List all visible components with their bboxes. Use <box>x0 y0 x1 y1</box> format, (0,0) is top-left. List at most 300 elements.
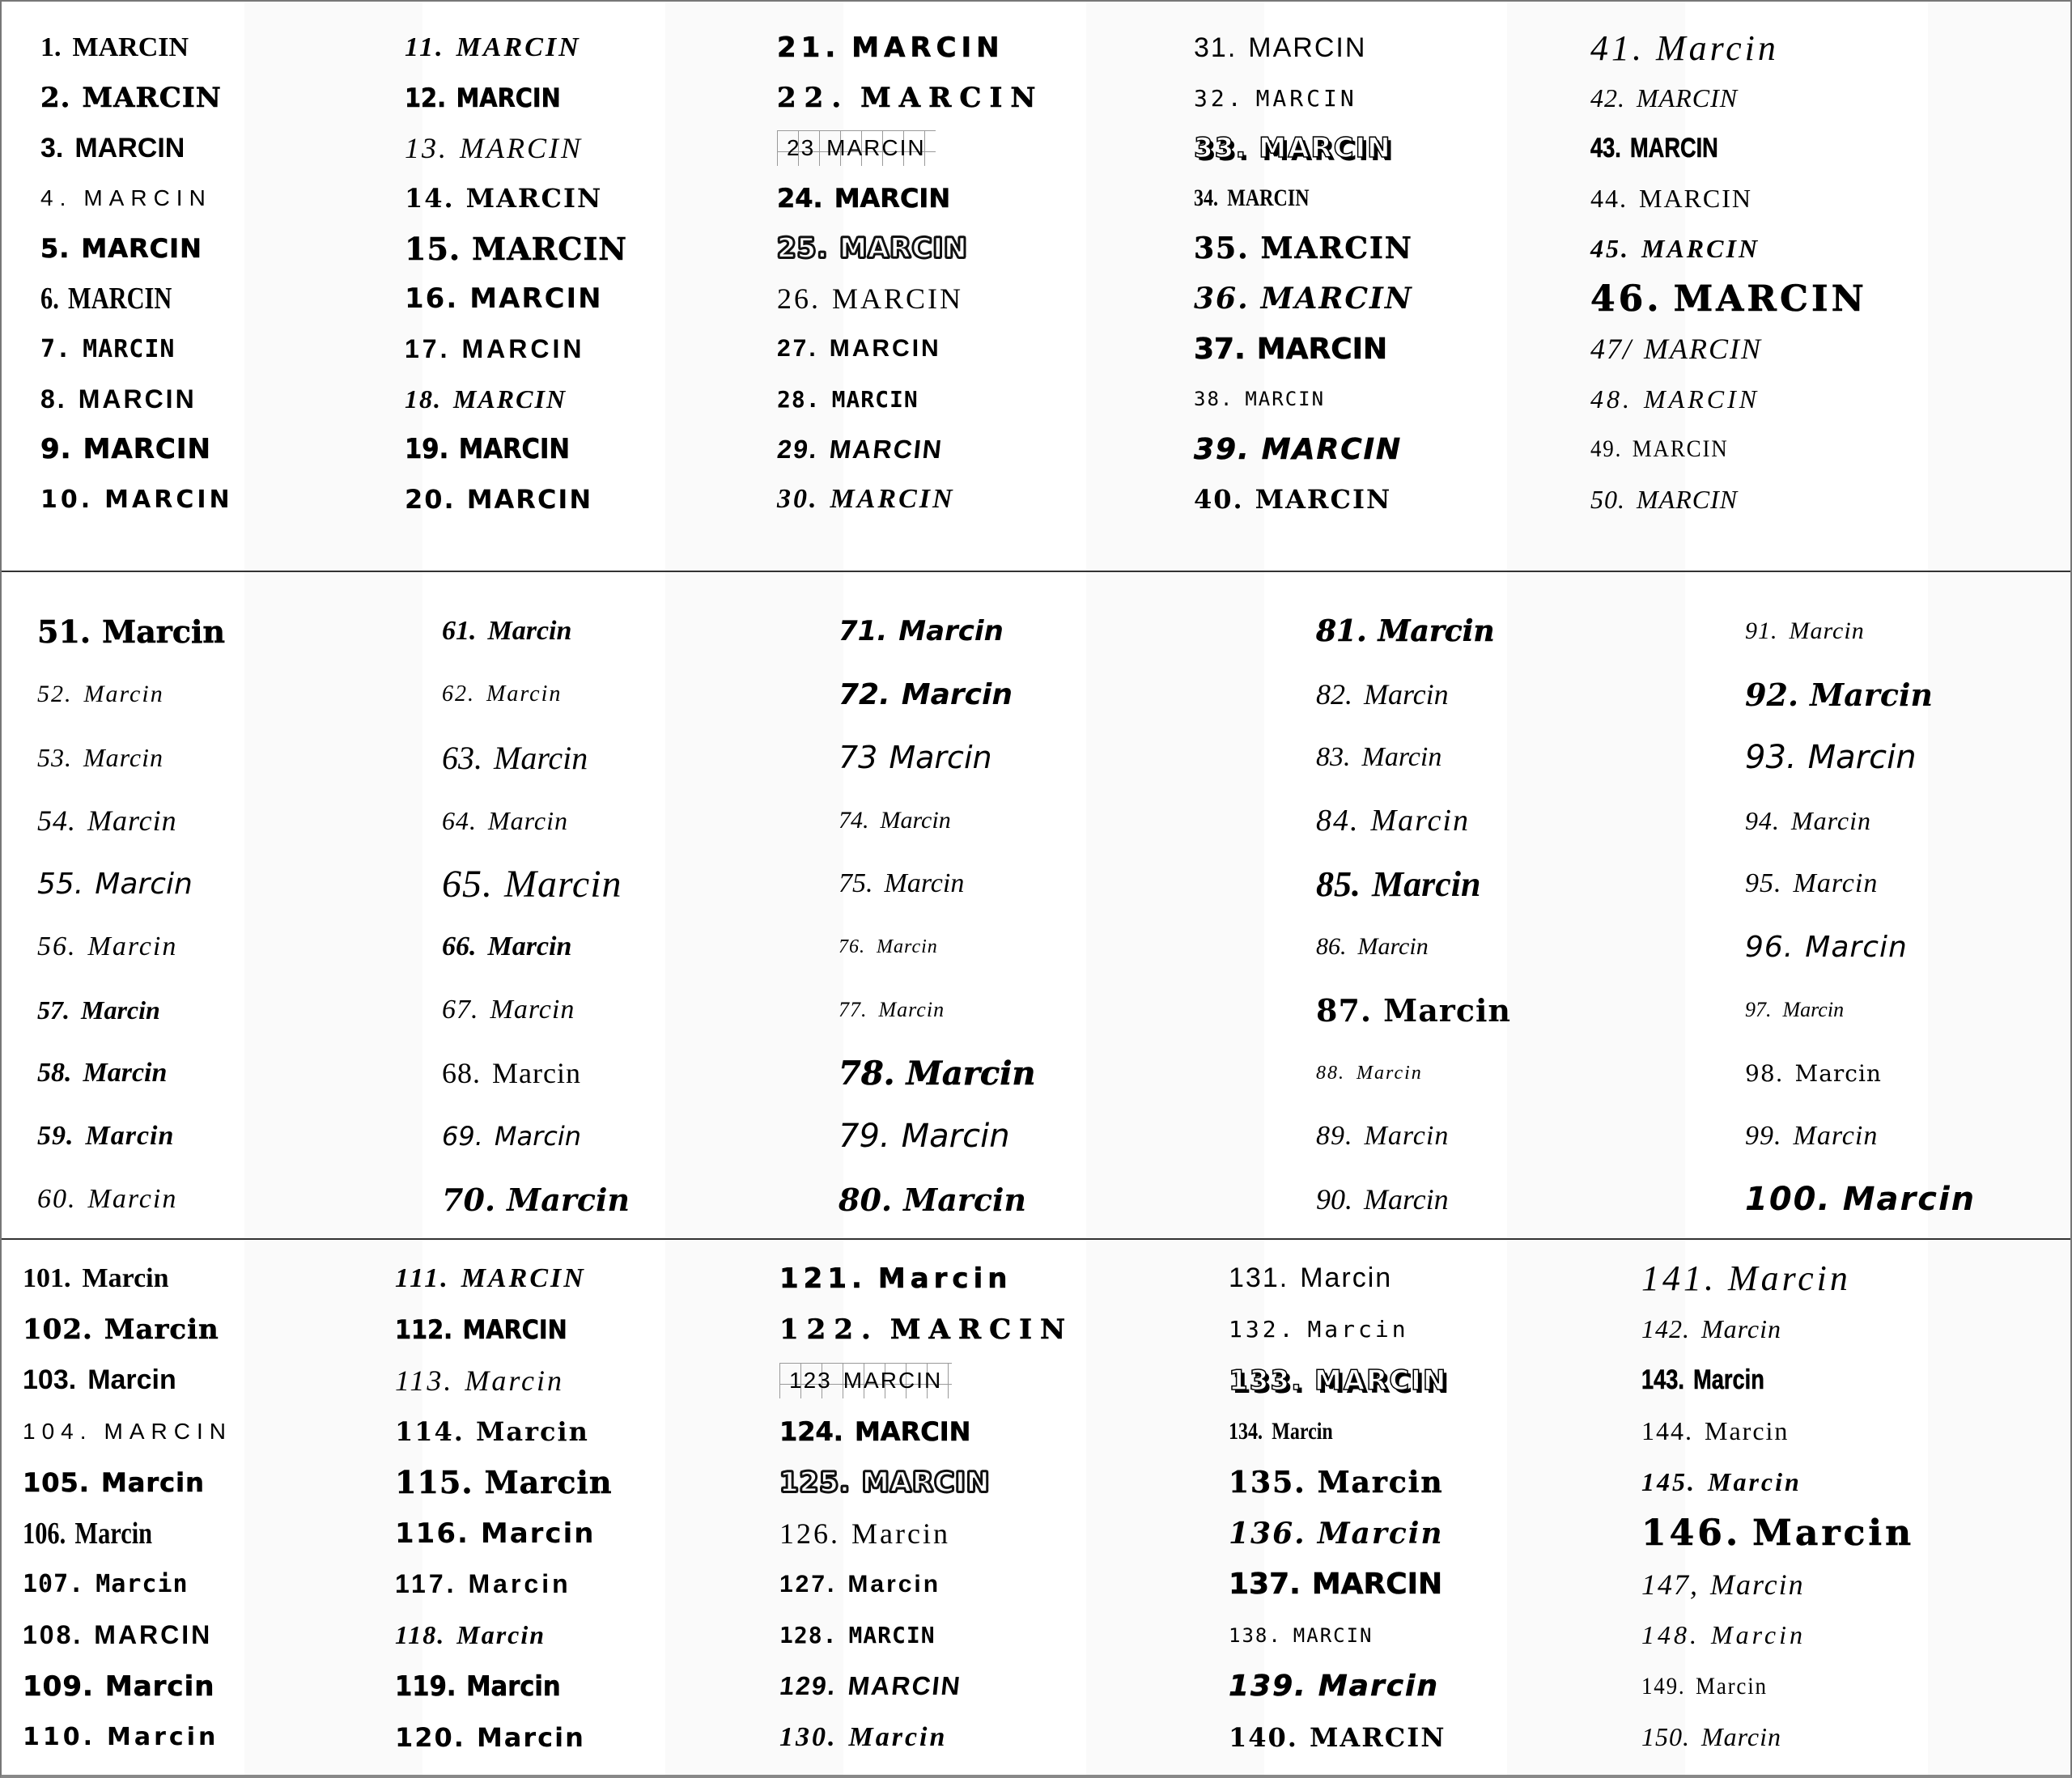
font-style-s43 <box>1641 1364 1764 1396</box>
font-style-s28 <box>777 386 919 413</box>
sample-number: 97. <box>1745 998 1772 1021</box>
font-style-s18 <box>405 384 567 414</box>
font-sample-entry <box>1590 474 2070 524</box>
sample-text: MARCIN <box>68 282 172 316</box>
sample-number: 48. <box>1590 384 1633 414</box>
sample-text: Marcin <box>83 1058 168 1088</box>
font-sample-entry <box>40 374 405 424</box>
font-sample-entry <box>23 1253 395 1304</box>
sample-number: 75. <box>839 868 873 898</box>
sample-text: Marcin <box>82 1262 169 1293</box>
font-style-s48 <box>1590 384 1760 414</box>
sample-text: Marcin <box>104 1670 215 1703</box>
sample-text: Marcin <box>1364 678 1449 711</box>
font-sample-entry <box>777 424 1194 474</box>
font-sample-entry <box>405 123 777 173</box>
sample-number: 108. <box>23 1620 83 1649</box>
sample-text: Marcin <box>877 936 938 957</box>
font-style-s42 <box>1590 83 1738 113</box>
font-sample-entry <box>777 123 1194 173</box>
font-sample-entry <box>395 1508 779 1559</box>
sample-text: Marcin <box>494 739 588 776</box>
sample-number: 24. <box>777 183 823 214</box>
font-sample-entry <box>1745 915 2070 978</box>
sample-text: MARCIN <box>834 183 951 214</box>
font-style-s31 <box>1194 32 1366 64</box>
font-style-s25 <box>777 232 968 265</box>
sample-number: 71. <box>839 615 888 647</box>
sample-text: MARCIN <box>1255 84 1357 112</box>
sample-text: Marcin <box>83 681 164 707</box>
font-style-c52 <box>37 681 164 708</box>
font-sample-entry <box>442 1168 839 1231</box>
sample-text: Marcin <box>490 995 575 1025</box>
font-sample-entry <box>40 23 405 73</box>
font-sample-entry <box>1590 73 2070 123</box>
sample-number: 18. <box>405 384 442 414</box>
font-style-s40 <box>1229 1722 1446 1753</box>
sample-number: 43. <box>1590 132 1621 163</box>
sample-number: 39. <box>1194 432 1250 466</box>
font-style-c96 <box>1745 931 1908 964</box>
sample-text: Marcin <box>74 1516 153 1551</box>
sample-number: 6. <box>40 282 59 316</box>
font-sample-entry <box>1316 789 1745 852</box>
specimen-section-3 <box>2 1238 2070 1772</box>
sample-number: 90. <box>1316 1183 1352 1216</box>
sample-number: 44. <box>1590 183 1628 213</box>
sample-number: 123 <box>789 1367 832 1393</box>
font-sample-entry <box>839 978 1316 1042</box>
font-style-s26 <box>777 282 963 316</box>
sample-number: 89. <box>1316 1121 1353 1151</box>
sample-number: 99. <box>1745 1121 1782 1151</box>
font-style-s10 <box>23 1723 219 1751</box>
font-sample-entry <box>779 1406 1229 1457</box>
font-sample-entry <box>395 1610 779 1661</box>
font-style-s7 <box>40 335 176 363</box>
font-style-s6 <box>23 1516 152 1551</box>
font-style-s4 <box>40 185 212 211</box>
section-1-column-5 <box>1590 23 2070 524</box>
sample-number: 85. <box>1316 864 1361 904</box>
font-style-s14 <box>405 183 602 214</box>
font-sample-entry <box>1194 424 1590 474</box>
sample-text: MARCIN <box>74 132 185 163</box>
sample-text: Marcin <box>1656 28 1779 68</box>
sample-number: 92. <box>1745 676 1799 713</box>
sample-number: 60. <box>37 1184 77 1214</box>
font-style-s7 <box>23 1570 189 1598</box>
font-style-s22 <box>779 1313 1073 1346</box>
font-sample-entry <box>23 1457 395 1508</box>
sample-text: MARCIN <box>83 185 212 210</box>
sample-text: MARCIN <box>831 385 919 413</box>
font-sample-entry <box>839 1168 1316 1231</box>
font-style-s19 <box>395 1670 561 1703</box>
font-sample-entry <box>1229 1661 1641 1712</box>
font-style-c51 <box>37 613 225 650</box>
font-sample-entry <box>1590 223 2070 274</box>
section-2-column-2 <box>442 600 839 1231</box>
font-sample-entry <box>839 915 1316 978</box>
font-style-s27 <box>777 335 941 363</box>
specimen-section-2 <box>2 571 2070 1238</box>
sample-text: Marcin <box>1805 930 1908 964</box>
sample-number: 79. <box>839 1118 890 1155</box>
font-sample-entry <box>779 1661 1229 1712</box>
font-sample-entry <box>777 274 1194 324</box>
sample-number: 20. <box>405 484 456 515</box>
sample-number: 96. <box>1745 930 1794 964</box>
font-sample-entry <box>395 1559 779 1610</box>
sample-text: MARCIN <box>848 1622 936 1649</box>
font-sample-entry <box>777 23 1194 73</box>
font-style-c57 <box>37 995 160 1025</box>
font-sample-entry <box>1316 1168 1745 1231</box>
font-style-s1 <box>23 1263 169 1294</box>
sample-text: Marcin <box>1782 998 1845 1021</box>
sample-text: Marcin <box>1383 991 1512 1029</box>
font-style-s38 <box>1229 1624 1374 1647</box>
sample-number: 144. <box>1641 1416 1693 1445</box>
font-sample-entry <box>23 1406 395 1457</box>
font-style-c94 <box>1745 806 1871 836</box>
sample-text: MARCIN <box>851 32 1004 64</box>
font-sample-entry <box>1590 374 2070 424</box>
sample-text: MARCIN <box>1245 388 1326 410</box>
sample-number: 34. <box>1194 185 1218 211</box>
sample-number: 122. <box>779 1313 879 1346</box>
font-style-s29 <box>775 435 944 465</box>
sample-number: 131. <box>1229 1262 1289 1293</box>
section-1-column-3 <box>777 23 1194 524</box>
section-1-column-2 <box>405 23 777 524</box>
font-sample-entry <box>1229 1406 1641 1457</box>
font-sample-entry <box>37 978 442 1042</box>
font-style-s23 <box>777 130 936 166</box>
sample-text: Marcin <box>1364 1121 1450 1151</box>
sample-number: 138. <box>1229 1623 1282 1647</box>
font-style-c91 <box>1745 617 1865 645</box>
font-sample-entry <box>37 1105 442 1168</box>
sample-number: 69. <box>442 1121 483 1152</box>
font-sample-entry <box>839 726 1316 789</box>
font-sample-entry <box>442 852 839 915</box>
font-sample-entry <box>1745 978 2070 1042</box>
font-style-s20 <box>405 484 592 515</box>
sample-text: MARCIN <box>1259 132 1392 164</box>
font-style-s42 <box>1641 1314 1781 1344</box>
font-sample-entry <box>1229 1712 1641 1763</box>
sample-number: 135. <box>1229 1465 1306 1500</box>
font-style-s11 <box>405 32 581 63</box>
sample-text: Marcin <box>1317 1465 1444 1500</box>
font-sample-entry <box>779 1712 1229 1763</box>
font-style-s2 <box>23 1313 219 1346</box>
sample-number: 142. <box>1641 1314 1690 1343</box>
font-sample-entry <box>1194 173 1590 223</box>
sample-text: Marcin <box>476 1721 585 1753</box>
font-sample-entry <box>1590 173 2070 223</box>
sample-number: 65. <box>442 862 493 906</box>
sample-text: Marcin <box>456 1620 546 1649</box>
sample-number: 58. <box>37 1058 72 1088</box>
font-style-c90 <box>1316 1182 1449 1216</box>
font-style-c77 <box>839 998 945 1022</box>
sample-number: 149. <box>1641 1672 1686 1699</box>
font-style-s35 <box>1194 231 1413 265</box>
section-2-column-4 <box>1316 600 1745 1231</box>
sample-number: 100. <box>1745 1181 1832 1218</box>
font-style-c63 <box>442 739 588 777</box>
font-style-c97 <box>1745 998 1844 1022</box>
font-sample-entry <box>442 726 839 789</box>
sample-number: 115. <box>395 1464 473 1500</box>
sample-text: Marcin <box>87 931 178 961</box>
sample-number: 73 <box>839 740 878 775</box>
sample-text: Marcin <box>877 1262 1013 1295</box>
sample-text: Marcin <box>95 867 193 901</box>
sample-number: 105. <box>23 1466 90 1498</box>
font-sample-entry <box>395 1661 779 1712</box>
sample-number: 1. <box>40 32 62 62</box>
sample-number: 4. <box>40 185 73 210</box>
font-style-s25 <box>779 1466 990 1499</box>
font-style-c67 <box>442 995 575 1025</box>
sample-text: Marcin <box>504 862 622 906</box>
font-style-s21 <box>777 32 1004 64</box>
sample-number: 64. <box>442 805 477 835</box>
font-style-s46 <box>1590 278 1867 320</box>
font-style-s1 <box>40 32 189 63</box>
font-style-s37 <box>1194 333 1387 366</box>
font-style-s30 <box>777 484 955 515</box>
font-style-c80 <box>839 1182 1026 1218</box>
font-sample-entry <box>777 374 1194 424</box>
sample-text: Marcin <box>107 1723 219 1751</box>
font-style-s14 <box>395 1416 589 1447</box>
sample-text: Marcin <box>1361 742 1442 772</box>
font-sample-entry <box>1316 1105 1745 1168</box>
section-3-column-1 <box>23 1253 395 1763</box>
font-style-c58 <box>37 1058 167 1088</box>
font-sample-entry <box>40 324 405 374</box>
font-style-s38 <box>1194 388 1325 410</box>
sample-number: 40. <box>1194 484 1244 515</box>
sample-number: 19. <box>405 433 449 465</box>
font-style-c66 <box>442 931 571 962</box>
sample-number: 2. <box>40 82 71 114</box>
font-sample-entry <box>839 789 1316 852</box>
sample-number: 145. <box>1641 1467 1696 1496</box>
sample-text: Marcin <box>96 1570 189 1598</box>
sample-text: MARCIN <box>465 183 603 214</box>
font-sample-entry <box>405 424 777 474</box>
sample-number: 12. <box>405 83 447 113</box>
sample-number: 49. <box>1590 435 1623 462</box>
font-style-s46 <box>1641 1513 1914 1554</box>
sample-number: 38. <box>1194 388 1234 410</box>
sample-text: Marcin <box>1701 1314 1782 1343</box>
font-sample-entry <box>1229 1559 1641 1610</box>
font-style-s34 <box>1229 1418 1333 1445</box>
section-1-column-1 <box>40 23 405 524</box>
sample-number: 14. <box>405 183 455 214</box>
sample-number: 26. <box>777 282 821 315</box>
font-sample-entry <box>23 1712 395 1763</box>
sample-text: Marcin <box>1708 1467 1802 1496</box>
sample-text: Marcin <box>85 1121 175 1151</box>
font-style-c65 <box>442 862 622 906</box>
font-style-s35 <box>1229 1466 1444 1500</box>
sample-text: MARCIN <box>1314 1364 1448 1397</box>
font-sample-entry <box>23 1355 395 1406</box>
sample-number: 109. <box>23 1670 94 1703</box>
sample-number: 83. <box>1316 742 1351 772</box>
font-style-c99 <box>1745 1121 1878 1152</box>
font-style-c95 <box>1745 868 1878 899</box>
sample-number: 146. <box>1641 1513 1742 1554</box>
sample-text: MARCIN <box>72 32 189 62</box>
font-style-s13 <box>395 1364 564 1398</box>
font-style-c61 <box>442 616 571 647</box>
sample-number: 136. <box>1229 1516 1306 1551</box>
sample-number: 62. <box>442 681 475 707</box>
font-sample-entry <box>1229 1355 1641 1406</box>
sample-number: 50. <box>1590 484 1625 514</box>
font-sample-entry <box>405 173 777 223</box>
font-sample-entry <box>1641 1355 2070 1406</box>
sample-text: MARCIN <box>1260 282 1413 316</box>
sample-text: Marcin <box>901 677 1013 711</box>
sample-text: MARCIN <box>1255 484 1392 515</box>
sample-number: 104. <box>23 1418 93 1444</box>
sample-number: 7. <box>40 334 72 363</box>
sample-number: 84. <box>1316 804 1360 838</box>
sample-number: 10. <box>40 485 94 514</box>
font-style-c54 <box>37 804 177 838</box>
font-sample-entry <box>777 223 1194 274</box>
sample-text: MARCIN <box>846 1671 963 1700</box>
sample-text: MARCIN <box>829 335 941 362</box>
sample-text: MARCIN <box>826 135 926 160</box>
specimen-section-1 <box>2 2 2070 571</box>
sample-number: 110. <box>23 1723 96 1751</box>
sample-text: Marcin <box>1696 1672 1768 1699</box>
font-sample-entry <box>405 474 777 524</box>
sample-number: 56. <box>37 931 77 961</box>
font-sample-entry <box>1194 223 1590 274</box>
sample-text: Marcin <box>889 740 992 775</box>
sample-text: MARCIN <box>469 282 603 315</box>
font-sample-entry <box>1590 274 2070 324</box>
sample-text: Marcin <box>102 613 226 650</box>
sample-text: Marcin <box>486 681 563 707</box>
sample-number: 30. <box>777 484 819 514</box>
font-style-s18 <box>395 1620 546 1650</box>
font-style-c87 <box>1316 992 1511 1029</box>
font-sample-entry <box>40 274 405 324</box>
sample-number: 66. <box>442 931 477 961</box>
font-sample-entry <box>839 852 1316 915</box>
sample-number: 118. <box>395 1620 446 1649</box>
font-sample-entry <box>1590 123 2070 173</box>
sample-text: MARCIN <box>1641 233 1760 263</box>
sample-number: 3. <box>40 132 64 163</box>
font-style-s19 <box>405 433 570 465</box>
sample-text: MARCIN <box>466 484 593 515</box>
sample-text: Marcin <box>851 1517 950 1550</box>
font-sample-entry <box>37 1168 442 1231</box>
sample-text: MARCIN <box>860 82 1044 114</box>
sample-text: Marcin <box>1370 804 1470 838</box>
sample-number: 130. <box>779 1721 838 1752</box>
sample-number: 33. <box>1194 132 1248 164</box>
sample-text: MARCIN <box>1644 333 1762 365</box>
font-style-c85 <box>1316 864 1480 905</box>
sample-text: MARCIN <box>854 1415 971 1447</box>
font-sample-entry <box>1590 424 2070 474</box>
section-1-column-4 <box>1194 23 1590 524</box>
font-style-c88 <box>1316 1063 1423 1084</box>
font-style-c93 <box>1745 739 1917 776</box>
font-sample-entry <box>442 978 839 1042</box>
font-style-c68 <box>442 1056 581 1090</box>
font-sample-entry <box>395 1253 779 1304</box>
sample-text: Marcin <box>1705 1416 1790 1445</box>
font-sample-entry <box>405 223 777 274</box>
sample-text: Marcin <box>901 1118 1010 1155</box>
sample-text: MARCIN <box>461 1262 586 1293</box>
font-style-s50 <box>1590 485 1738 515</box>
sample-number: 17. <box>405 333 451 363</box>
font-sample-entry <box>1590 23 2070 73</box>
sample-number: 37. <box>1194 332 1246 366</box>
font-style-s17 <box>395 1569 571 1599</box>
font-style-c72 <box>839 678 1013 711</box>
font-style-s47 <box>1590 332 1762 366</box>
font-style-s5 <box>40 233 202 264</box>
font-sample-entry <box>405 274 777 324</box>
font-style-s3 <box>23 1364 176 1396</box>
font-style-c76 <box>839 936 938 958</box>
font-sample-entry <box>395 1406 779 1457</box>
font-sample-entry <box>405 324 777 374</box>
sample-text: Marcin <box>83 742 164 772</box>
sample-number: 11. <box>405 32 445 62</box>
sample-text: Marcin <box>878 998 945 1021</box>
font-sample-entry <box>1641 1559 2070 1610</box>
sample-number: 36. <box>1194 282 1250 316</box>
section-3-column-2 <box>395 1253 779 1763</box>
section-2-column-3 <box>839 600 1316 1231</box>
sample-text: MARCIN <box>828 434 945 464</box>
sample-number: 114. <box>395 1415 465 1447</box>
sample-text: Marcin <box>1793 1121 1879 1151</box>
font-style-s36 <box>1194 282 1413 316</box>
sample-text: Marcin <box>1793 868 1879 898</box>
font-sample-entry <box>1641 1253 2070 1304</box>
font-sample-entry <box>405 23 777 73</box>
sample-number: 112. <box>395 1313 453 1345</box>
sample-text: MARCIN <box>1248 32 1367 63</box>
sample-text: Marcin <box>1710 1568 1805 1601</box>
font-style-s22 <box>777 82 1043 114</box>
sample-number: 9. <box>40 433 72 465</box>
font-style-c60 <box>37 1184 177 1215</box>
font-style-s16 <box>395 1517 595 1550</box>
